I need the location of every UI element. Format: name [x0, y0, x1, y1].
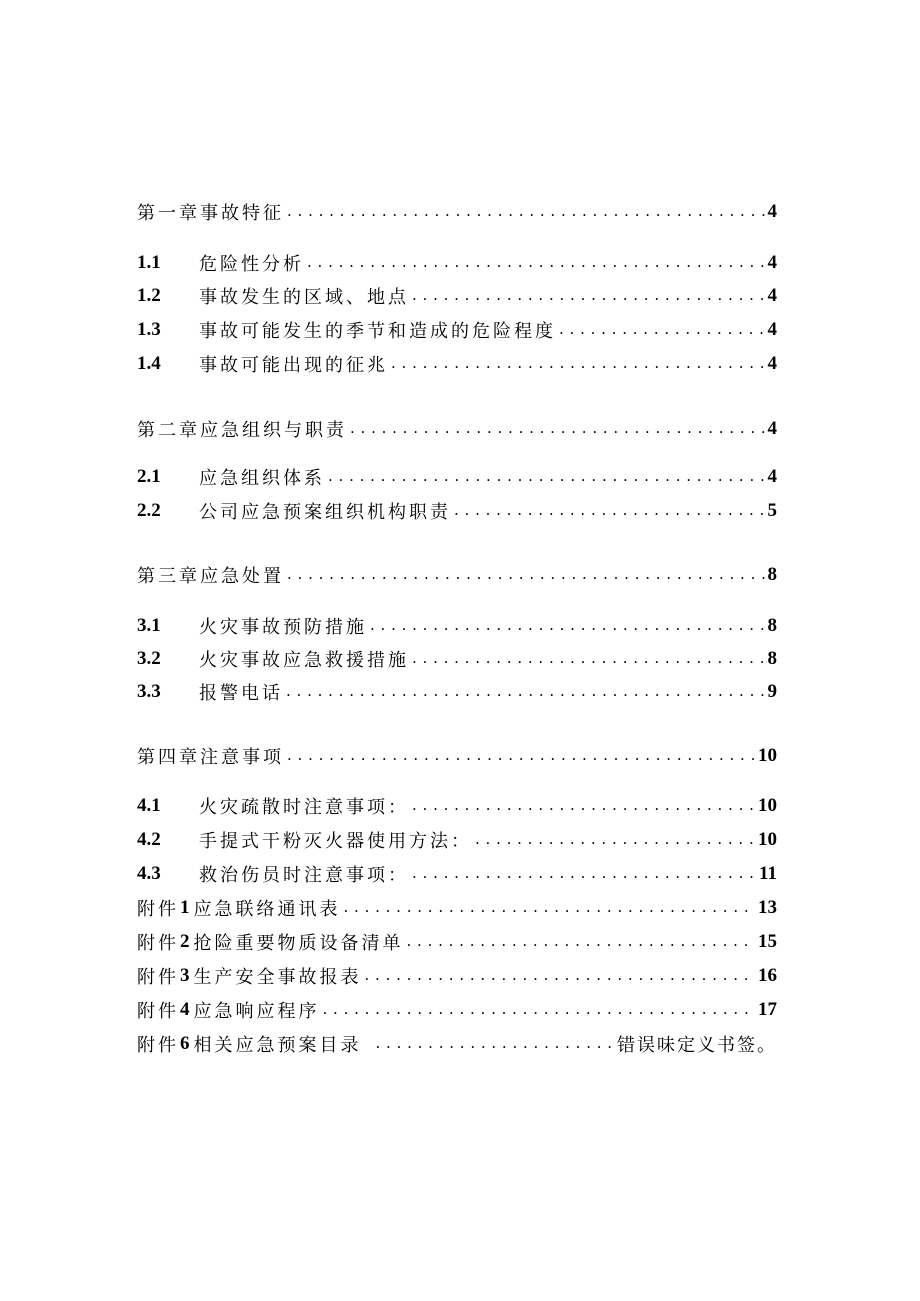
- toc-entry-3-3[interactable]: [137, 677, 777, 707]
- toc-entry-label: 公司应急预案组织机构职责: [199, 502, 451, 523]
- toc-leader-dots: [344, 898, 756, 918]
- toc-page-number: 8: [767, 615, 777, 636]
- toc-leader-dots: [407, 932, 756, 952]
- toc-page-number: 13: [758, 897, 777, 918]
- toc-section-number: 1.3: [137, 319, 161, 340]
- toc-page-number: 10: [758, 829, 777, 850]
- toc-attachment-prefix: 附件: [137, 933, 179, 954]
- toc-entry-label: 救治伤员时注意事项：: [199, 865, 409, 886]
- toc-leader-dots: [454, 501, 765, 521]
- toc-entry-label: 事故发生的区域、地点: [199, 287, 409, 308]
- toc-section-number: 1.1: [137, 252, 161, 273]
- toc-page-number: 10: [758, 795, 777, 816]
- toc-entry-label: 危险性分析: [199, 254, 304, 275]
- toc-entry-attachment-1[interactable]: [137, 893, 777, 923]
- toc-section-number: 4.3: [137, 863, 161, 884]
- toc-entry-4-1[interactable]: [137, 791, 777, 821]
- toc-page-number: 5: [767, 500, 777, 521]
- toc-entry-3-1[interactable]: [137, 611, 777, 641]
- toc-page-number: 8: [767, 564, 777, 585]
- toc-entry-label: 应急联络通讯表: [193, 899, 341, 920]
- toc-page-number: 4: [767, 319, 777, 340]
- toc-entry-2-1[interactable]: [137, 462, 777, 492]
- toc-page-number: 4: [767, 285, 777, 306]
- toc-leader-dots: [287, 746, 755, 766]
- toc-leader-dots: [412, 286, 765, 306]
- toc-entry-label: 第四章注意事项: [137, 747, 284, 768]
- toc-entry-1-3[interactable]: [137, 315, 777, 345]
- toc-page-number: 4: [767, 466, 777, 487]
- toc-section-number: 4.1: [137, 795, 161, 816]
- toc-entry-label: 应急响应程序: [193, 1001, 320, 1022]
- toc-section-number: 2.1: [137, 466, 161, 487]
- toc-attachment-prefix: 附件: [137, 899, 179, 920]
- toc-entry-label: 事故可能发生的季节和造成的危险程度: [199, 321, 556, 342]
- toc-page-number: 11: [759, 863, 777, 884]
- toc-leader-dots: [287, 565, 765, 585]
- toc-entry-1-4[interactable]: [137, 349, 777, 379]
- toc-leader-dots: [350, 419, 765, 439]
- toc-attachment-number: 1: [180, 897, 190, 918]
- toc-attachment-number: 6: [180, 1033, 190, 1054]
- toc-attachment-prefix: 附件: [137, 1001, 179, 1022]
- toc-section-number: 1.4: [137, 353, 161, 374]
- toc-section-number: 1.2: [137, 285, 161, 306]
- toc-leader-dots: [376, 1034, 615, 1054]
- toc-leader-dots: [370, 616, 765, 636]
- toc-section-number: 3.2: [137, 648, 161, 669]
- toc-entry-chapter-4[interactable]: [137, 741, 777, 771]
- toc-leader-dots: [412, 864, 756, 884]
- toc-section-number: 2.2: [137, 500, 161, 521]
- toc-bookmark-error: 错误味定义书签。: [617, 1035, 777, 1056]
- toc-leader-dots: [475, 830, 755, 850]
- toc-section-number: 3.3: [137, 681, 161, 702]
- toc-section-number: 4.2: [137, 829, 161, 850]
- toc-entry-2-2[interactable]: [137, 496, 777, 526]
- toc-leader-dots: [365, 966, 756, 986]
- toc-leader-dots: [287, 202, 765, 222]
- toc-page-number: 16: [758, 965, 777, 986]
- toc-page-number: 17: [758, 999, 777, 1020]
- toc-leader-dots: [323, 1000, 756, 1020]
- toc-entry-attachment-6[interactable]: [137, 1029, 777, 1059]
- toc-entry-chapter-1[interactable]: [137, 197, 777, 227]
- toc-attachment-number: 3: [180, 965, 190, 986]
- toc-page-number: 8: [767, 648, 777, 669]
- toc-entry-3-2[interactable]: [137, 644, 777, 674]
- toc-attachment-prefix: 附件: [137, 967, 179, 988]
- toc-leader-dots: [412, 796, 755, 816]
- toc-leader-dots: [412, 649, 765, 669]
- toc-page-number: 4: [767, 353, 777, 374]
- toc-entry-label: 第一章事故特征: [137, 203, 284, 224]
- toc-entry-label: 火灾事故应急救援措施: [199, 650, 409, 671]
- toc-entry-chapter-2[interactable]: [137, 414, 777, 444]
- toc-leader-dots: [559, 320, 765, 340]
- toc-entry-4-2[interactable]: [137, 825, 777, 855]
- toc-entry-label: 生产安全事故报表: [193, 967, 362, 988]
- toc-entry-label: 相关应急预案目录: [193, 1035, 362, 1056]
- toc-entry-label: 抢险重要物质设备清单: [193, 933, 404, 954]
- toc-attachment-number: 2: [180, 931, 190, 952]
- toc-entry-label: 应急组织体系: [199, 468, 325, 489]
- toc-entry-1-1[interactable]: [137, 248, 777, 278]
- toc-leader-dots: [391, 354, 765, 374]
- toc-entry-label: 第二章应急组织与职责: [137, 420, 347, 441]
- toc-entry-attachment-4[interactable]: [137, 995, 777, 1025]
- toc-entry-1-2[interactable]: [137, 281, 777, 311]
- toc-page-number: 9: [767, 681, 777, 702]
- toc-entry-label: 手提式干粉灭火器使用方法：: [199, 831, 472, 852]
- toc-section-number: 3.1: [137, 615, 161, 636]
- toc-entry-attachment-2[interactable]: [137, 927, 777, 957]
- toc-leader-dots: [328, 467, 765, 487]
- toc-page-number: 15: [758, 931, 777, 952]
- toc-entry-4-3[interactable]: [137, 859, 777, 889]
- toc-entry-label: 第三章应急处置: [137, 566, 284, 587]
- toc-page-number: 10: [758, 745, 777, 766]
- toc-entry-attachment-3[interactable]: [137, 961, 777, 991]
- toc-attachment-prefix: 附件: [137, 1035, 179, 1056]
- toc-page-number: 4: [767, 252, 777, 273]
- toc-leader-dots: [286, 682, 765, 702]
- toc-leader-dots: [307, 253, 765, 273]
- toc-entry-label: 火灾疏散时注意事项：: [199, 797, 409, 818]
- toc-entry-label: 报警电话: [199, 683, 283, 704]
- toc-attachment-number: 4: [180, 999, 190, 1020]
- toc-page-number: 4: [767, 201, 777, 222]
- toc-page-number: 4: [767, 418, 777, 439]
- toc-entry-chapter-3[interactable]: [137, 560, 777, 590]
- toc-entry-label: 火灾事故预防措施: [199, 617, 367, 638]
- toc-entry-label: 事故可能出现的征兆: [199, 355, 388, 376]
